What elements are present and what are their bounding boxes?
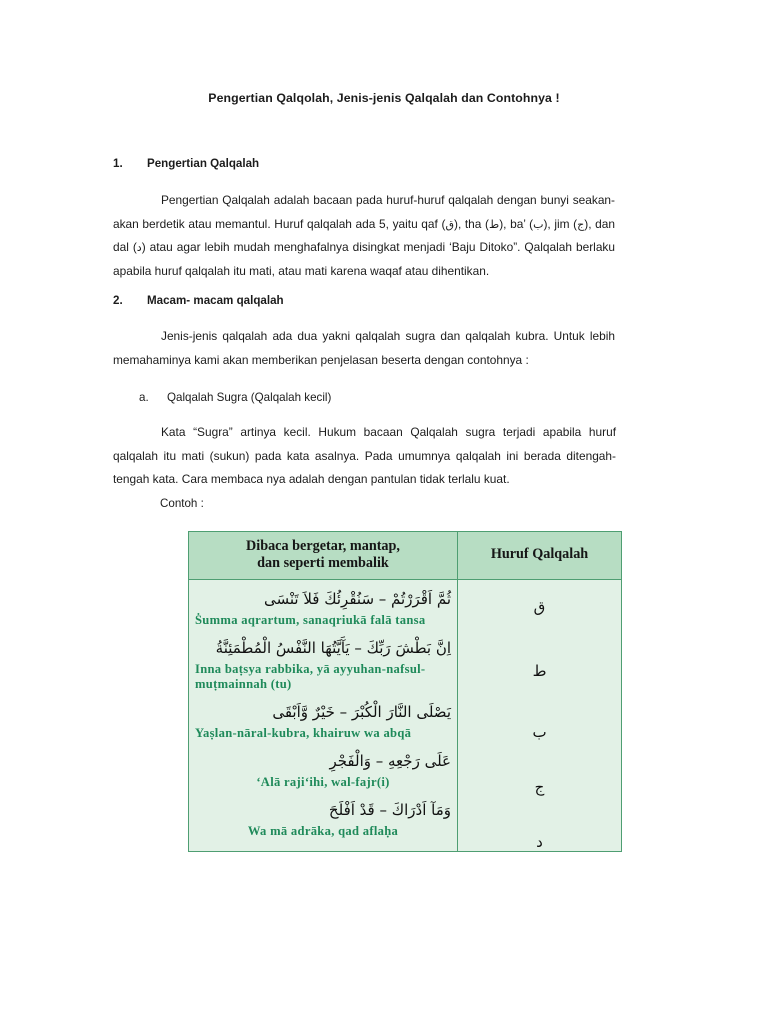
section-1-marker: 1. <box>113 157 123 170</box>
example-arabic-text: عَلَى رَجْعِهِ – وَالْفَجْرِ <box>329 752 451 770</box>
qalqalah-letter: ط <box>532 662 547 680</box>
paragraph-text-part-5: ), dan dal ( <box>113 216 615 254</box>
table-row <box>195 793 451 842</box>
table-column-letters <box>458 580 621 851</box>
subsection-a-marker: a. <box>139 391 149 404</box>
header-description-line-1: Dibaca bergetar, mantap, <box>246 538 400 554</box>
table-row <box>195 744 451 793</box>
section-2-label: Macam- macam qalqalah <box>147 294 284 307</box>
subsection-a-label: Qalqalah Sugra (Qalqalah kecil) <box>167 391 332 404</box>
section-1-paragraph <box>113 189 615 283</box>
paragraph-text-part-6: ) atau agar lebih mudah menghafalnya disingkat menjadi ‘Baju Ditoko”. Qalqalah berlaku apabila huruf qalqalah itu mati, atau mati karena waqaf atau dihentikan. <box>113 240 615 278</box>
subsection-a-heading <box>139 391 331 404</box>
paragraph-text-part-4: ), jim ( <box>543 216 578 231</box>
qalqalah-letter: ق <box>533 598 546 616</box>
section-2-marker: 2. <box>113 294 123 307</box>
arabic-letter-ba-inline: ب <box>533 217 544 231</box>
paragraph-text-part-2: ), tha ( <box>453 216 489 231</box>
paragraph-text-part-1: Pengertian Qalqalah adalah bacaan pada huruf-huruf qalqalah dengan bunyi seakan-akan berdetik atau memantul. Huruf qalqalah ada 5, yaitu qaf ( <box>113 193 615 231</box>
example-label: Contoh : <box>160 497 204 510</box>
example-transliteration: ‘Alā raji‘ihi, wal-fajr(i) <box>256 775 390 789</box>
arabic-letter-tha-inline: ط <box>489 217 500 231</box>
qalqalah-letter: ب <box>532 723 547 741</box>
example-arabic-text: يَصْلَى النَّارَ الْكُبْرَ – خَيْرٌ وَّاَبْقَى <box>272 703 451 721</box>
page-title: Pengertian Qalqolah, Jenis-jenis Qalqalah dan Contohnya ! <box>208 91 560 105</box>
example-transliteration: Wa mā adrāka, qad aflaḥa <box>247 824 399 838</box>
arabic-letter-dal-inline: د <box>136 241 142 254</box>
qalqalah-letter: ج <box>534 778 545 796</box>
table-header-row <box>189 532 621 580</box>
header-description-line-2: dan seperti membalik <box>257 555 389 571</box>
section-1-heading <box>113 157 259 170</box>
section-2-heading <box>113 294 284 307</box>
arabic-letter-qaf-inline: ق <box>445 217 454 231</box>
table-row <box>195 631 451 695</box>
section-1-label: Pengertian Qalqalah <box>147 157 260 170</box>
table-body <box>189 580 621 851</box>
arabic-letter-jim-inline: ج <box>577 217 585 231</box>
section-2-paragraph: Jenis-jenis qalqalah ada dua yakni qalqalah sugra dan qalqalah kubra. Untuk lebih memahaminya kami akan memberikan penjelasan beserta dengan contohnya : <box>113 329 615 367</box>
table-column-examples <box>189 580 458 851</box>
table-row <box>195 582 451 631</box>
example-transliteration: Yaṣlan-nāral-kubra, khairuw wa abqā <box>195 726 412 740</box>
paragraph-text-part-3: ), ba’ ( <box>499 216 534 231</box>
qalqalah-example-table <box>188 531 622 852</box>
example-transliteration: Inna baṭsya rabbika, yā ayyuhan-nafsul-muṭmainnah (tu) <box>195 662 426 691</box>
example-transliteration: Ṡumma aqrartum, sanaqriukā falā tansa <box>195 613 426 627</box>
example-arabic-text: اِنَّ بَطْشَ رَبِّكَ – يَآَيَّتُهَا النَّفْسُ الْمُطْمَئِنَّةُ <box>215 639 451 657</box>
table-header-cell-description <box>189 532 458 579</box>
example-arabic-text: ثُمَّ اَقْرَرْتُمْ – سَنُقْرِئُكَ فَلاَ تَنْسَى <box>264 590 451 608</box>
subsection-a-paragraph: Kata “Sugra” artinya kecil. Hukum bacaan Qalqalah sugra terjadi apabila huruf qalqalah itu mati (sukun) pada kata asalnya. Pada umumnya qalqalah ini berada ditengah-tengah kata. Cara membaca nya adalah dengan pantulan tidak terlalu kuat. <box>113 425 616 486</box>
table-header-cell-letter: Huruf Qalqalah <box>490 546 589 562</box>
table-row <box>195 695 451 744</box>
example-arabic-text: وَمَآ اَدْرَاكَ – قَدْ اَفْلَحَ <box>328 801 451 819</box>
qalqalah-letter: د <box>536 833 543 851</box>
